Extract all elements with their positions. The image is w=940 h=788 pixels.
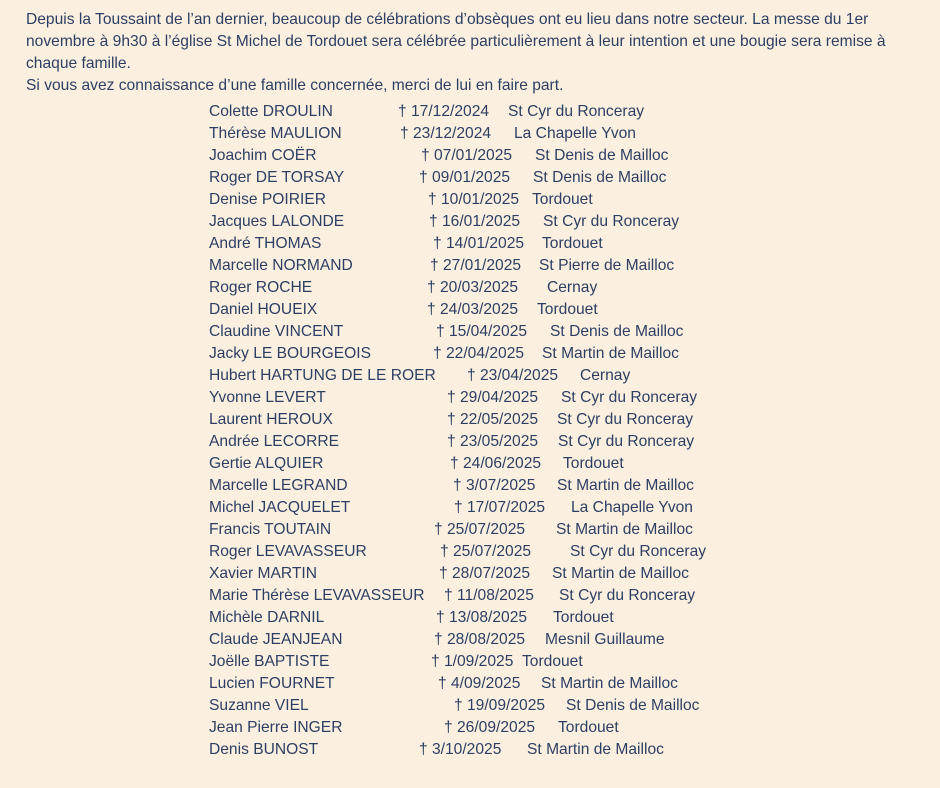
deceased-entry <box>209 101 909 123</box>
death-date: † 19/09/2025 <box>454 697 546 714</box>
death-date: † 25/07/2025 <box>434 521 526 538</box>
parish-place: St Martin de Mailloc <box>542 345 679 362</box>
parish-place: Cernay <box>547 279 598 296</box>
deceased-entry <box>209 145 909 167</box>
deceased-entry <box>209 739 909 761</box>
parish-place: St Martin de Mailloc <box>541 675 678 692</box>
death-date: † 23/04/2025 <box>467 367 559 384</box>
deceased-name: Jacky LE BOURGEOIS <box>209 345 372 362</box>
deceased-name: Laurent HEROUX <box>209 411 333 428</box>
deceased-name: Lucien FOURNET <box>209 675 335 692</box>
deceased-entry <box>209 255 909 277</box>
death-date: † 28/07/2025 <box>439 565 531 582</box>
deceased-name: Daniel HOUEIX <box>209 301 318 318</box>
deceased-entry <box>209 343 909 365</box>
deceased-name: Claudine VINCENT <box>209 323 344 340</box>
deceased-name: Roger ROCHE <box>209 279 313 296</box>
deceased-name: Jacques LALONDE <box>209 213 345 230</box>
death-date: † 16/01/2025 <box>429 213 521 230</box>
parish-place: Tordouet <box>522 653 583 670</box>
deceased-name: Thérèse MAULION <box>209 125 342 142</box>
death-date: † 14/01/2025 <box>433 235 525 252</box>
parish-place: La Chapelle Yvon <box>571 499 693 516</box>
deceased-entry <box>209 563 909 585</box>
deceased-entry <box>209 233 909 255</box>
deceased-name: Denis BUNOST <box>209 741 319 758</box>
deceased-entry <box>209 607 909 629</box>
deceased-name: Claude JEANJEAN <box>209 631 343 648</box>
deceased-list <box>209 101 909 761</box>
death-date: † 23/12/2024 <box>400 125 492 142</box>
death-date: † 27/01/2025 <box>430 257 522 274</box>
death-date: † 3/07/2025 <box>453 477 536 494</box>
death-date: † 3/10/2025 <box>419 741 502 758</box>
parish-place: Cernay <box>580 367 631 384</box>
deceased-name: Jean Pierre INGER <box>209 719 343 736</box>
parish-place: Tordouet <box>542 235 603 252</box>
parish-place: St Cyr du Ronceray <box>557 411 694 428</box>
parish-place: St Cyr du Ronceray <box>570 543 707 560</box>
intro-section <box>26 9 922 97</box>
deceased-name: Denise POIRIER <box>209 191 326 208</box>
death-date: † 11/08/2025 <box>444 587 534 604</box>
parish-place: Tordouet <box>553 609 614 626</box>
death-date: † 15/04/2025 <box>436 323 528 340</box>
deceased-name: Joëlle BAPTISTE <box>209 653 330 670</box>
deceased-name: Gertie ALQUIER <box>209 455 324 472</box>
deceased-name: Marie Thérèse LEVAVASSEUR <box>209 587 425 604</box>
death-date: † 10/01/2025 <box>428 191 520 208</box>
deceased-name: Michel JACQUELET <box>209 499 351 516</box>
deceased-name: Colette DROULIN <box>209 103 333 120</box>
parish-place: St Denis de Mailloc <box>566 697 700 714</box>
deceased-entry <box>209 673 909 695</box>
death-date: † 26/09/2025 <box>444 719 536 736</box>
deceased-name: Joachim COËR <box>209 147 317 164</box>
parish-place: St Pierre de Mailloc <box>539 257 675 274</box>
deceased-entry <box>209 321 909 343</box>
deceased-name: André THOMAS <box>209 235 322 252</box>
deceased-entry <box>209 497 909 519</box>
deceased-name: Xavier MARTIN <box>209 565 318 582</box>
deceased-name: Roger LEVAVASSEUR <box>209 543 367 560</box>
deceased-name: Michèle DARNIL <box>209 609 325 626</box>
deceased-name: Roger DE TORSAY <box>209 169 345 186</box>
parish-place: St Cyr du Ronceray <box>558 433 695 450</box>
parish-place: Tordouet <box>563 455 624 472</box>
deceased-entry <box>209 651 909 673</box>
death-date: † 23/05/2025 <box>447 433 539 450</box>
parish-place: La Chapelle Yvon <box>514 125 636 142</box>
deceased-entry <box>209 717 909 739</box>
parish-place: St Denis de Mailloc <box>533 169 667 186</box>
deceased-entry <box>209 277 909 299</box>
deceased-entry <box>209 387 909 409</box>
deceased-name: Yvonne LEVERT <box>209 389 326 406</box>
deceased-name: Suzanne VIEL <box>209 697 309 714</box>
deceased-entry <box>209 695 909 717</box>
parish-place: St Cyr du Ronceray <box>508 103 645 120</box>
death-date: † 29/04/2025 <box>447 389 539 406</box>
parish-place: Mesnil Guillaume <box>545 631 665 648</box>
parish-place: St Denis de Mailloc <box>550 323 684 340</box>
death-date: † 28/08/2025 <box>434 631 526 648</box>
deceased-entry <box>209 585 909 607</box>
deceased-entry <box>209 453 909 475</box>
deceased-entry <box>209 431 909 453</box>
parish-place: St Martin de Mailloc <box>552 565 689 582</box>
deceased-entry <box>209 299 909 321</box>
deceased-name: Hubert HARTUNG DE LE ROER <box>209 367 436 384</box>
death-date: † 24/03/2025 <box>427 301 519 318</box>
parish-place: St Denis de Mailloc <box>535 147 669 164</box>
deceased-entry <box>209 189 909 211</box>
death-date: † 22/05/2025 <box>447 411 539 428</box>
parish-place: St Martin de Mailloc <box>557 477 694 494</box>
parish-place: St Cyr du Ronceray <box>543 213 680 230</box>
deceased-entry <box>209 123 909 145</box>
deceased-entry <box>209 629 909 651</box>
death-date: † 13/08/2025 <box>436 609 528 626</box>
death-date: † 07/01/2025 <box>421 147 513 164</box>
deceased-entry <box>209 365 909 387</box>
parish-place: St Cyr du Ronceray <box>559 587 696 604</box>
death-date: † 17/12/2024 <box>398 103 490 120</box>
deceased-entry <box>209 541 909 563</box>
parish-place: St Cyr du Ronceray <box>561 389 698 406</box>
deceased-name: Francis TOUTAIN <box>209 521 332 538</box>
intro-note: Si vous avez connaissance d’une famille concernée, merci de lui en faire part. <box>26 77 564 94</box>
death-date: † 20/03/2025 <box>427 279 519 296</box>
deceased-entry <box>209 409 909 431</box>
deceased-entry <box>209 211 909 233</box>
deceased-entry <box>209 167 909 189</box>
parish-place: Tordouet <box>537 301 598 318</box>
deceased-name: Marcelle NORMAND <box>209 257 353 274</box>
death-date: † 4/09/2025 <box>438 675 521 692</box>
parish-place: Tordouet <box>532 191 593 208</box>
death-date: † 17/07/2025 <box>454 499 546 516</box>
death-date: † 1/09/2025 <box>431 653 514 670</box>
parish-place: St Martin de Mailloc <box>556 521 693 538</box>
parish-place: St Martin de Mailloc <box>527 741 664 758</box>
parish-place: Tordouet <box>558 719 619 736</box>
deceased-entry <box>209 475 909 497</box>
death-date: † 24/06/2025 <box>450 455 542 472</box>
deceased-entry <box>209 519 909 541</box>
death-date: † 25/07/2025 <box>440 543 532 560</box>
death-date: † 22/04/2025 <box>433 345 525 362</box>
death-date: † 09/01/2025 <box>419 169 511 186</box>
deceased-name: Marcelle LEGRAND <box>209 477 348 494</box>
deceased-name: Andrée LECORRE <box>209 433 340 450</box>
intro-paragraph: Depuis la Toussaint de l’an dernier, beaucoup de célébrations d’obsèques ont eu lieu dans notre secteur. La messe du 1er novembre à 9h30 à l’église St Michel de Tordouet sera célébrée particulièrement à leur intention et une bougie sera remise à chaque famille. <box>26 11 886 72</box>
